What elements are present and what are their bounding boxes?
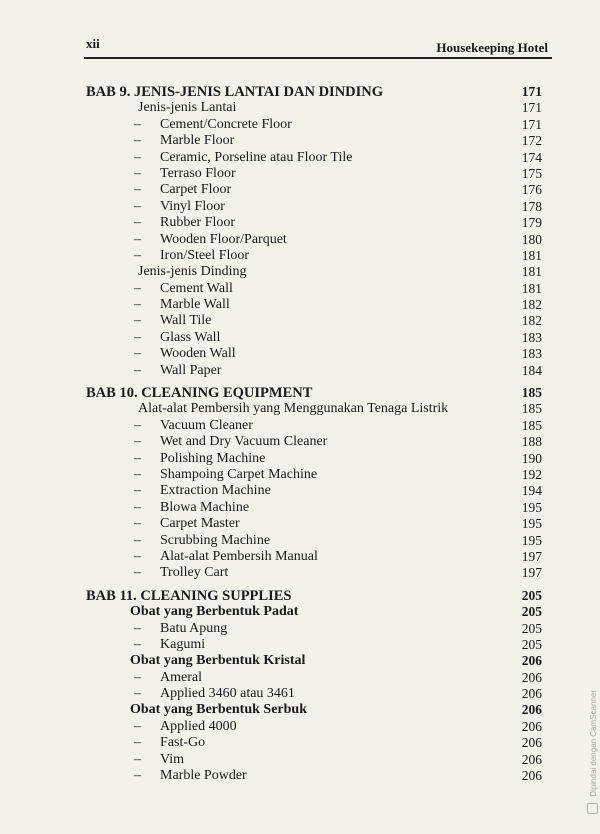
toc-page-number: 181 [521,280,542,296]
toc-entry-title: Jenis-jenis Lantai [138,100,237,116]
toc-page-number: 185 [521,417,542,433]
toc-page-number: 195 [521,532,542,548]
dash-bullet: – [134,182,141,198]
toc-entry-title: BAB 10. CLEANING EQUIPMENT [86,385,313,402]
toc-entry-title: Obat yang Berbentuk Kristal [130,653,306,669]
page-header [86,36,548,56]
toc-entry-title: Alat-alat Pembersih yang Menggunakan Tenaga Listrik [138,401,449,417]
toc-entry-title: Carpet Master [160,516,240,532]
toc-entry-title: Marble Powder [160,768,247,784]
table-of-contents [86,84,542,784]
toc-page-number: 195 [521,499,542,515]
toc-entry-title: Applied 4000 [160,718,237,734]
toc-entry-title: Vim [160,751,185,767]
dash-bullet: – [134,133,141,149]
toc-page-number: 195 [521,516,542,532]
toc-entry-title: Batu Apung [160,620,228,636]
dash-bullet: – [134,751,141,767]
toc-item [86,768,542,784]
toc-page-number: 171 [521,84,542,99]
toc-entry-title: Iron/Steel Floor [160,247,250,263]
dash-bullet: – [134,548,141,564]
toc-page-number: 205 [521,587,542,603]
toc-entry-title: Carpet Floor [160,182,232,198]
toc-section [86,100,542,116]
dash-bullet: – [134,346,141,362]
toc-item [86,500,542,516]
dash-bullet: – [134,247,141,263]
toc-item [86,346,542,362]
toc-item [86,150,542,166]
toc-entry-title: Wet and Dry Vacuum Cleaner [160,434,328,450]
toc-item [86,133,542,149]
toc-item [86,182,542,198]
toc-entry-title: Wooden Floor/Parquet [160,231,287,247]
toc-page-number: 185 [521,401,542,417]
toc-page-number: 190 [521,450,542,466]
dash-bullet: – [134,165,141,181]
toc-item [86,297,542,313]
dash-bullet: – [134,669,141,685]
toc-page-number: 171 [521,100,542,116]
toc-item [86,549,542,565]
dash-bullet: – [134,116,141,132]
toc-entry-title: Marble Wall [160,297,230,313]
toc-page-number: 206 [521,702,542,718]
dash-bullet: – [134,686,141,702]
dash-bullet: – [134,499,141,515]
toc-entry-title: Wooden Wall [160,346,236,362]
dash-bullet: – [134,149,141,165]
toc-page-number: 183 [521,329,542,345]
toc-entry-title: Extraction Machine [160,483,271,499]
toc-item [86,166,542,182]
toc-entry-title: Blowa Machine [160,499,250,515]
toc-item [86,670,542,686]
toc-entry-title: Cement Wall [160,280,233,296]
toc-item [86,117,542,133]
toc-section [86,264,542,280]
toc-page-number: 194 [521,483,542,499]
toc-entry-title: Wall Tile [160,313,212,329]
toc-item [86,418,542,434]
toc-page-number: 197 [521,565,542,581]
toc-entry-title: Ameral [160,669,202,685]
toc-page-number: 206 [521,669,542,685]
toc-item [86,434,542,450]
dash-bullet: – [134,313,141,329]
toc-item [86,637,542,653]
toc-page-number: 206 [521,751,542,767]
page-number: xii [86,36,100,51]
toc-entry-title: Wall Paper [160,362,222,378]
toc-page-number: 206 [521,686,542,702]
toc-entry-title: BAB 9. JENIS-JENIS LANTAI DAN DINDING [86,84,384,100]
dash-bullet: – [134,297,141,313]
dash-bullet: – [134,231,141,247]
toc-item [86,451,542,467]
toc-chapter [86,84,542,100]
toc-entry-title: Rubber Floor [160,215,236,231]
toc-page-number: 174 [521,149,542,165]
dash-bullet: – [134,565,141,581]
toc-page-number: 205 [521,636,542,652]
dash-bullet: – [134,466,141,482]
toc-entry-title: Fast-Go [160,735,206,751]
toc-item [86,621,542,637]
toc-page-number: 180 [521,231,542,247]
toc-page-number: 192 [521,466,542,482]
toc-entry-title: Polishing Machine [160,450,266,466]
toc-page-number: 205 [521,620,542,636]
toc-page-number: 181 [521,247,542,263]
toc-entry-title: Ceramic, Porseline atau Floor Tile [160,149,353,165]
dash-bullet: – [134,735,141,751]
dash-bullet: – [134,215,141,231]
toc-page-number: 185 [521,385,542,401]
dash-bullet: – [134,636,141,652]
toc-entry-title: Marble Floor [160,133,235,149]
toc-item [86,199,542,215]
dash-bullet: – [134,417,141,433]
toc-entry-title: Vinyl Floor [160,198,225,214]
toc-item [86,330,542,346]
toc-entry-title: Shampoing Carpet Machine [160,466,318,482]
toc-page-number: 172 [521,133,542,149]
toc-page-number: 206 [521,718,542,734]
dash-bullet: – [134,450,141,466]
dash-bullet: – [134,198,141,214]
dash-bullet: – [134,532,141,548]
toc-page-number: 178 [521,198,542,214]
header-rule [84,57,552,59]
toc-item [86,281,542,297]
toc-item [86,686,542,702]
dash-bullet: – [134,280,141,296]
toc-entry-title: Scrubbing Machine [160,532,271,548]
toc-page-number: 181 [521,264,542,280]
dash-bullet: – [134,483,141,499]
toc-entry-title: Jenis-jenis Dinding [138,264,247,280]
toc-section [86,653,542,669]
toc-item [86,248,542,264]
running-title: Housekeeping Hotel [436,40,548,55]
toc-item [86,363,542,379]
toc-page-number: 171 [521,116,542,132]
toc-entry-title: Cement/Concrete Floor [160,116,292,132]
scanner-watermark: Dipindai dengan CamScanner [589,690,598,797]
toc-page-number: 188 [521,434,542,450]
toc-entry-title: Obat yang Berbentuk Serbuk [130,702,307,718]
toc-item [86,719,542,735]
toc-page-number: 182 [521,297,542,313]
toc-page-number: 176 [521,182,542,198]
toc-item [86,565,542,581]
toc-entry-title: Terraso Floor [160,165,236,181]
toc-chapter [86,385,542,401]
toc-section [86,702,542,718]
toc-page-number: 183 [521,346,542,362]
toc-item [86,313,542,329]
toc-page-number: 206 [521,768,542,784]
toc-item [86,467,542,483]
toc-entry-title: Vacuum Cleaner [160,417,253,433]
toc-entry-title: Obat yang Berbentuk Padat [130,604,299,620]
dash-bullet: – [134,434,141,450]
toc-entry-title: BAB 11. CLEANING SUPPLIES [86,587,292,604]
toc-chapter [86,588,542,604]
toc-item [86,533,542,549]
toc-page-number: 206 [521,735,542,751]
dash-bullet: – [134,362,141,378]
toc-section [86,401,542,417]
dash-bullet: – [134,768,141,784]
camscanner-icon [587,803,598,814]
toc-item [86,752,542,768]
toc-item [86,516,542,532]
dash-bullet: – [134,620,141,636]
toc-entry-title: Kagumi [160,636,206,652]
toc-item [86,232,542,248]
toc-entry-title: Trolley Cart [160,565,229,581]
toc-page-number: 205 [521,604,542,620]
toc-entry-title: Applied 3460 atau 3461 [160,686,295,702]
toc-page-number: 184 [521,362,542,378]
toc-page-number: 179 [521,215,542,231]
toc-page-number: 206 [521,653,542,669]
toc-item [86,215,542,231]
dash-bullet: – [134,718,141,734]
toc-section [86,604,542,620]
toc-item [86,483,542,499]
toc-entry-title: Glass Wall [160,329,221,345]
toc-page-number: 197 [521,548,542,564]
dash-bullet: – [134,516,141,532]
toc-item [86,735,542,751]
dash-bullet: – [134,329,141,345]
toc-entry-title: Alat-alat Pembersih Manual [160,548,318,564]
toc-page-number: 175 [521,165,542,181]
toc-page-number: 182 [521,313,542,329]
